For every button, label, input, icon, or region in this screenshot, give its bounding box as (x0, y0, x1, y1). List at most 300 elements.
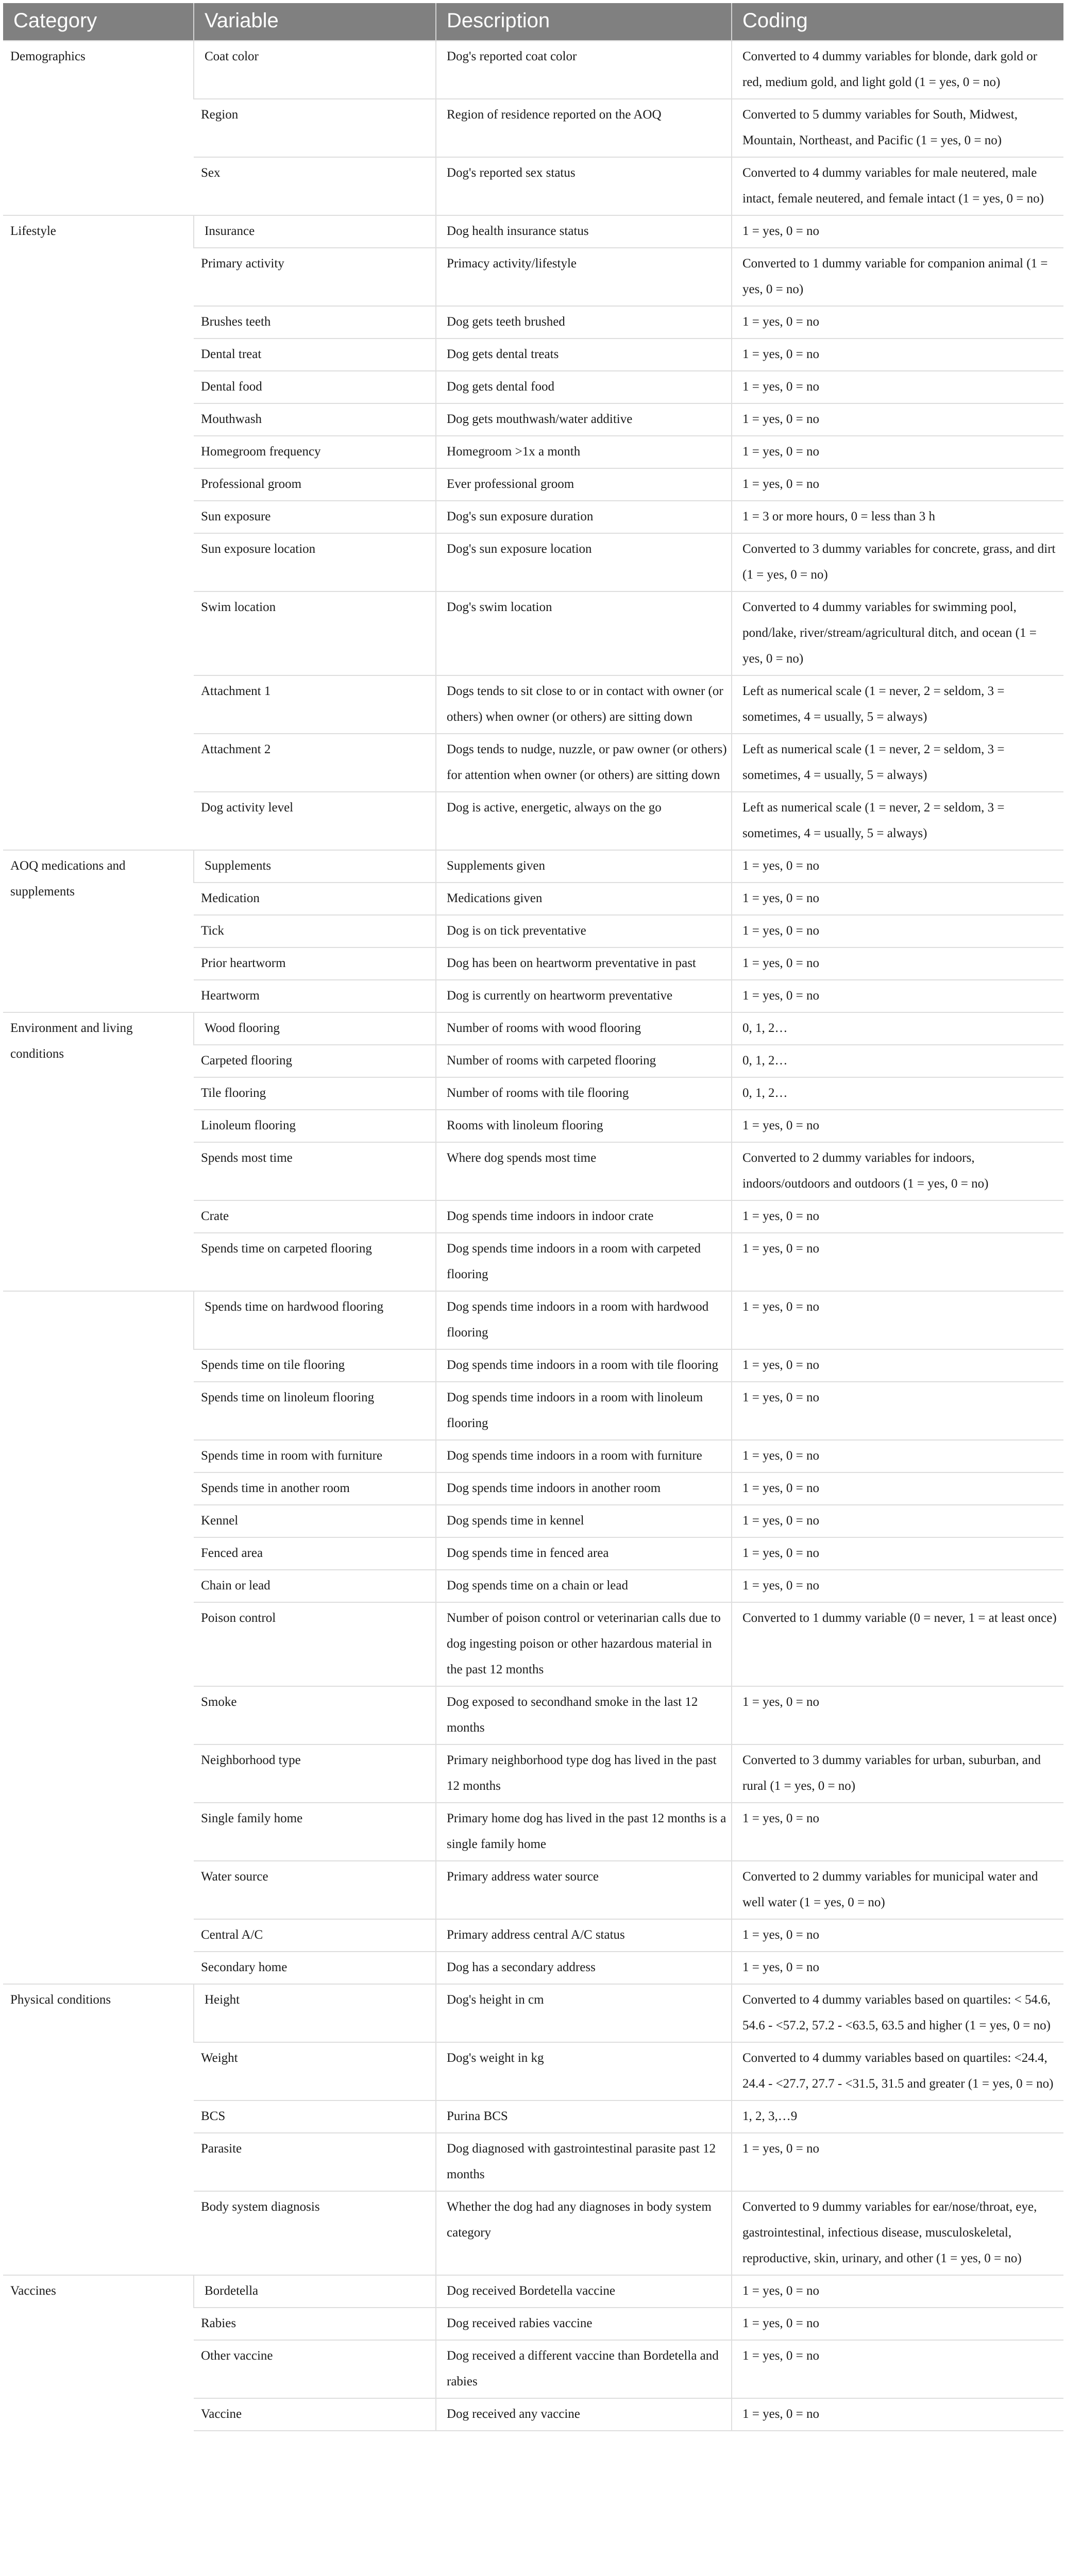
description-text: Dog's reported sex status (447, 166, 576, 180)
variable-text: Chain or lead (201, 1579, 271, 1592)
description-text: Dog spends time indoors in a room with tile flooring (447, 1358, 719, 1372)
description-cell (436, 915, 732, 947)
description-cell (436, 338, 732, 371)
variable-cell (194, 1537, 436, 1570)
coding-cell (732, 792, 1063, 850)
description-cell (436, 734, 732, 792)
table-row (3, 1291, 1063, 1349)
variable-cell (194, 501, 436, 533)
description-text: Dog gets dental food (447, 380, 554, 394)
variable-text: Attachment 1 (201, 684, 271, 698)
coding-cell (732, 501, 1063, 533)
variable-text: Brushes teeth (201, 315, 271, 329)
coding-text: 1 = yes, 0 = no (742, 891, 820, 905)
coding-cell (732, 1077, 1063, 1110)
variable-text: Sun exposure location (201, 542, 316, 556)
category-label: Demographics (10, 49, 86, 63)
description-cell (436, 947, 732, 980)
variable-cell (194, 157, 436, 215)
coding-cell (732, 306, 1063, 338)
coding-cell (732, 338, 1063, 371)
description-text: Region of residence reported on the AOQ (447, 108, 662, 122)
description-text: Primary address water source (447, 1870, 599, 1884)
variable-text: Dog activity level (201, 801, 294, 815)
variable-text: Prior heartworm (201, 956, 286, 970)
coding-text: Left as numerical scale (1 = never, 2 = seldom, 3 = sometimes, 4 = usually, 5 = always) (742, 684, 1005, 724)
coding-cell (732, 1233, 1063, 1291)
variable-text: Poison control (201, 1611, 276, 1625)
description-text: Dog has a secondary address (447, 1960, 596, 1974)
variable-text: Bordetella (205, 2284, 259, 2298)
description-cell (436, 2100, 732, 2133)
variable-cell (194, 1233, 436, 1291)
variable-cell (194, 915, 436, 947)
coding-text: 1 = yes, 0 = no (742, 1811, 820, 1825)
description-cell (436, 306, 732, 338)
coding-cell (732, 1952, 1063, 1984)
coding-cell (732, 1919, 1063, 1952)
description-text: Number of poison control or veterinarian calls due to dog ingesting poison or other hazardous material in the past 12 months (447, 1611, 721, 1676)
description-text: Medications given (447, 891, 543, 905)
table-row (3, 215, 1063, 248)
coding-text: 1, 2, 3,…9 (742, 2109, 798, 2123)
coding-cell (732, 2133, 1063, 2191)
coding-text: 1 = yes, 0 = no (742, 2316, 820, 2330)
variable-cell (194, 2191, 436, 2275)
description-text: Rooms with linoleum flooring (447, 1118, 603, 1132)
variable-text: Single family home (201, 1811, 303, 1825)
variable-text: Sun exposure (201, 510, 271, 523)
coding-text: 1 = yes, 0 = no (742, 1242, 820, 1256)
coding-cell (732, 2308, 1063, 2340)
header-description: Description (436, 3, 732, 41)
description-cell (436, 2308, 732, 2340)
coding-cell (732, 1861, 1063, 1919)
variable-text: Carpeted flooring (201, 1054, 293, 1067)
description-text: Dog spends time in kennel (447, 1514, 584, 1528)
coding-text: 1 = yes, 0 = no (742, 2407, 820, 2421)
coding-cell (732, 371, 1063, 403)
description-text: Dog spends time indoors in a room with carpeted flooring (447, 1242, 701, 1281)
variable-cell (194, 1570, 436, 1602)
description-text: Dogs tends to sit close to or in contact with owner (or others) when owner (or others) are sitting down (447, 684, 723, 724)
coding-text: Left as numerical scale (1 = never, 2 = seldom, 3 = sometimes, 4 = usually, 5 = always) (742, 801, 1005, 840)
description-cell (436, 1012, 732, 1045)
coding-text: 1 = yes, 0 = no (742, 1695, 820, 1709)
coding-cell (732, 1349, 1063, 1382)
description-cell (436, 1505, 732, 1537)
description-text: Dog's sun exposure duration (447, 510, 594, 523)
description-cell (436, 2042, 732, 2100)
description-text: Dog diagnosed with gastrointestinal parasite past 12 months (447, 2142, 716, 2181)
coding-cell (732, 675, 1063, 734)
description-cell (436, 850, 732, 883)
variable-text: Supplements (205, 859, 272, 873)
variable-text: Mouthwash (201, 412, 262, 426)
coding-text: 1 = yes, 0 = no (742, 1358, 820, 1372)
description-text: Primary address central A/C status (447, 1928, 625, 1942)
coding-cell (732, 1505, 1063, 1537)
description-cell (436, 1110, 732, 1142)
description-text: Dog spends time in fenced area (447, 1546, 609, 1560)
variable-cell (194, 41, 436, 99)
description-cell (436, 1382, 732, 1440)
coding-cell (732, 1142, 1063, 1200)
description-text: Dog received rabies vaccine (447, 2316, 593, 2330)
coding-text: 1 = yes, 0 = no (742, 1546, 820, 1560)
description-text: Dog gets dental treats (447, 347, 559, 361)
description-text: Primacy activity/lifestyle (447, 257, 577, 270)
variable-cell (194, 1142, 436, 1200)
variable-cell (194, 2398, 436, 2431)
description-cell (436, 99, 732, 157)
variable-cell (194, 1686, 436, 1744)
description-cell (436, 591, 732, 675)
description-text: Dog exposed to secondhand smoke in the last 12 months (447, 1695, 698, 1735)
coding-text: Converted to 5 dummy variables for South, Midwest, Mountain, Northeast, and Pacific (1 = yes, 0 = no) (742, 108, 1018, 147)
variable-cell (194, 1012, 436, 1045)
description-cell (436, 2398, 732, 2431)
coding-text: Converted to 4 dummy variables based on quartiles: < 54.6, 54.6 - <57.2, 57.2 - <63.5, 63.5 and higher (1 = yes, 0 = no) (742, 1993, 1051, 2032)
variable-cell (194, 2308, 436, 2340)
coding-text: 1 = yes, 0 = no (742, 1514, 820, 1528)
variable-cell (194, 1744, 436, 1803)
variable-cell (194, 403, 436, 436)
coding-cell (732, 41, 1063, 99)
description-text: Dog is active, energetic, always on the go (447, 801, 662, 815)
coding-text: 1 = yes, 0 = no (742, 2142, 820, 2156)
variable-text: Tile flooring (201, 1086, 266, 1100)
category-label: Physical conditions (10, 1993, 111, 2007)
description-text: Number of rooms with wood flooring (447, 1021, 641, 1035)
variable-cell (194, 2275, 436, 2308)
description-text: Dogs tends to nudge, nuzzle, or paw owner (or others) for attention when owner (or others) are sitting down (447, 742, 727, 782)
coding-cell (732, 2042, 1063, 2100)
description-cell (436, 1570, 732, 1602)
description-text: Dog spends time indoors in another room (447, 1481, 661, 1495)
coding-text: 1 = yes, 0 = no (742, 1118, 820, 1132)
description-text: Primary home dog has lived in the past 12 months is a single family home (447, 1811, 726, 1851)
variable-text: Medication (201, 891, 260, 905)
coding-text: Converted to 2 dummy variables for indoors, indoors/outdoors and outdoors (1 = yes, 0 = no) (742, 1151, 989, 1191)
coding-text: 1 = yes, 0 = no (742, 1960, 820, 1974)
coding-cell (732, 591, 1063, 675)
variable-cell (194, 1077, 436, 1110)
variable-cell (194, 1291, 436, 1349)
table-row (3, 1984, 1063, 2042)
table-body (3, 41, 1063, 2431)
description-text: Number of rooms with tile flooring (447, 1086, 629, 1100)
coding-text: 1 = yes, 0 = no (742, 380, 820, 394)
coding-cell (732, 157, 1063, 215)
variables-table (3, 3, 1063, 2431)
coding-text: 0, 1, 2… (742, 1054, 788, 1067)
coding-text: Converted to 4 dummy variables for swimming pool, pond/lake, river/stream/agricultural ditch, and ocean (1 = yes, 0 = no) (742, 600, 1037, 666)
variable-text: Parasite (201, 2142, 242, 2156)
coding-text: Converted to 4 dummy variables for male neutered, male intact, female neutered, and female intact (1 = yes, 0 = no) (742, 166, 1044, 206)
description-cell (436, 1686, 732, 1744)
coding-text: 1 = yes, 0 = no (742, 1300, 820, 1314)
variable-cell (194, 1952, 436, 1984)
coding-cell (732, 436, 1063, 468)
variable-cell (194, 675, 436, 734)
coding-text: 1 = yes, 0 = no (742, 1928, 820, 1942)
variable-cell (194, 2042, 436, 2100)
coding-cell (732, 734, 1063, 792)
variable-cell (194, 468, 436, 501)
coding-text: Converted to 3 dummy variables for urban, suburban, and rural (1 = yes, 0 = no) (742, 1753, 1041, 1793)
table-row (3, 41, 1063, 99)
variable-cell (194, 850, 436, 883)
description-text: Dog received any vaccine (447, 2407, 580, 2421)
coding-cell (732, 850, 1063, 883)
variable-text: Spends most time (201, 1151, 293, 1165)
description-cell (436, 215, 732, 248)
coding-text: Converted to 9 dummy variables for ear/nose/throat, eye, gastrointestinal, infectious disease, musculoskeletal, reproductive, skin, urinary, and other (1 = yes, 0 = no) (742, 2200, 1037, 2265)
description-cell (436, 41, 732, 99)
description-cell (436, 1200, 732, 1233)
description-cell (436, 468, 732, 501)
variable-cell (194, 248, 436, 306)
header-category: Category (3, 3, 194, 41)
coding-cell (732, 2340, 1063, 2398)
coding-text: Converted to 1 dummy variable (0 = never, 1 = at least once) (742, 1611, 1057, 1625)
variable-cell (194, 1110, 436, 1142)
description-text: Supplements given (447, 859, 545, 873)
description-text: Dog spends time on a chain or lead (447, 1579, 628, 1592)
variable-text: Spends time on tile flooring (201, 1358, 345, 1372)
variable-cell (194, 1861, 436, 1919)
description-cell (436, 533, 732, 591)
variable-text: Primary activity (201, 257, 284, 270)
table-row (3, 2275, 1063, 2308)
description-text: Dog's reported coat color (447, 49, 577, 63)
variable-text: Water source (201, 1870, 268, 1884)
coding-cell (732, 947, 1063, 980)
variable-cell (194, 947, 436, 980)
coding-cell (732, 1382, 1063, 1440)
coding-cell (732, 1537, 1063, 1570)
coding-cell (732, 1045, 1063, 1077)
coding-text: 1 = yes, 0 = no (742, 2349, 820, 2363)
variable-text: Spends time in another room (201, 1481, 350, 1495)
variable-cell (194, 436, 436, 468)
category-cell (3, 1984, 194, 2275)
variable-text: Heartworm (201, 989, 260, 1003)
variable-text: Kennel (201, 1514, 239, 1528)
coding-text: Converted to 3 dummy variables for concrete, grass, and dirt (1 = yes, 0 = no) (742, 542, 1056, 582)
description-cell (436, 248, 732, 306)
description-cell (436, 403, 732, 436)
variable-cell (194, 533, 436, 591)
coding-cell (732, 980, 1063, 1012)
coding-text: 1 = yes, 0 = no (742, 315, 820, 329)
description-cell (436, 2275, 732, 2308)
description-cell (436, 1984, 732, 2042)
variable-text: Height (205, 1993, 240, 2007)
coding-text: 1 = yes, 0 = no (742, 989, 820, 1003)
category-cell (3, 215, 194, 850)
category-label: AOQ medications and supplements (10, 859, 126, 899)
variable-text: Sex (201, 166, 221, 180)
variable-text: Dental food (201, 380, 262, 394)
coding-cell (732, 2398, 1063, 2431)
variable-cell (194, 2133, 436, 2191)
coding-text: 0, 1, 2… (742, 1086, 788, 1100)
coding-text: 1 = yes, 0 = no (742, 924, 820, 938)
coding-cell (732, 1110, 1063, 1142)
coding-text: 0, 1, 2… (742, 1021, 788, 1035)
description-text: Dog's sun exposure location (447, 542, 592, 556)
category-label: Environment and living conditions (10, 1021, 133, 1061)
variable-text: Spends time in room with furniture (201, 1449, 383, 1463)
description-cell (436, 883, 732, 915)
coding-text: Converted to 4 dummy variables based on quartiles: <24.4, 24.4 - <27.7, 27.7 - <31.5, 31.5 and greater (1 = yes, 0 = no) (742, 2051, 1054, 2091)
coding-text: Converted to 4 dummy variables for blonde, dark gold or red, medium gold, and light gold (1 = yes, 0 = no) (742, 49, 1038, 89)
coding-cell (732, 1686, 1063, 1744)
variable-cell (194, 1200, 436, 1233)
category-cell (3, 850, 194, 1012)
variable-text: Insurance (205, 224, 255, 238)
description-text: Ever professional groom (447, 477, 574, 491)
description-cell (436, 1472, 732, 1505)
description-cell (436, 1861, 732, 1919)
table-row (3, 1012, 1063, 1045)
coding-cell (732, 1472, 1063, 1505)
coding-cell (732, 915, 1063, 947)
variable-cell (194, 215, 436, 248)
description-cell (436, 1291, 732, 1349)
coding-cell (732, 2100, 1063, 2133)
variable-text: Smoke (201, 1695, 237, 1709)
category-label: Lifestyle (10, 224, 56, 238)
description-text: Dog's weight in kg (447, 2051, 544, 2065)
variable-cell (194, 980, 436, 1012)
variable-text: Crate (201, 1209, 229, 1223)
coding-cell (732, 215, 1063, 248)
description-text: Whether the dog had any diagnoses in body system category (447, 2200, 712, 2240)
variable-text: Tick (201, 924, 224, 938)
variable-text: Spends time on carpeted flooring (201, 1242, 372, 1256)
variable-cell (194, 591, 436, 675)
variable-text: Weight (201, 2051, 238, 2065)
description-cell (436, 980, 732, 1012)
variable-cell (194, 1382, 436, 1440)
description-text: Homegroom >1x a month (447, 445, 581, 459)
description-cell (436, 1602, 732, 1686)
description-cell (436, 1077, 732, 1110)
category-cell (3, 2275, 194, 2431)
description-text: Dog gets mouthwash/water additive (447, 412, 633, 426)
coding-text: Converted to 2 dummy variables for municipal water and well water (1 = yes, 0 = no) (742, 1870, 1038, 1909)
description-text: Dog received a different vaccine than Bordetella and rabies (447, 2349, 719, 2388)
variable-text: Secondary home (201, 1960, 288, 1974)
description-cell (436, 1045, 732, 1077)
variable-text: Homegroom frequency (201, 445, 321, 459)
variable-text: Coat color (205, 49, 259, 63)
coding-text: 1 = yes, 0 = no (742, 1579, 820, 1592)
variable-text: Wood flooring (205, 1021, 280, 1035)
description-text: Dog spends time indoors in a room with linoleum flooring (447, 1391, 703, 1430)
description-text: Primary neighborhood type dog has lived in the past 12 months (447, 1753, 717, 1793)
description-text: Dog is on tick preventative (447, 924, 586, 938)
variable-text: Dental treat (201, 347, 262, 361)
variable-cell (194, 371, 436, 403)
variable-text: Body system diagnosis (201, 2200, 320, 2214)
category-cell (3, 1291, 194, 1984)
description-cell (436, 1233, 732, 1291)
coding-cell (732, 1012, 1063, 1045)
description-cell (436, 1537, 732, 1570)
coding-cell (732, 403, 1063, 436)
description-cell (436, 675, 732, 734)
variable-text: Region (201, 108, 239, 122)
coding-cell (732, 883, 1063, 915)
description-cell (436, 1919, 732, 1952)
description-cell (436, 1349, 732, 1382)
coding-cell (732, 1200, 1063, 1233)
coding-cell (732, 1744, 1063, 1803)
variable-text: Linoleum flooring (201, 1118, 296, 1132)
variable-cell (194, 306, 436, 338)
description-cell (436, 2191, 732, 2275)
table-row (3, 850, 1063, 883)
coding-text: 1 = yes, 0 = no (742, 1481, 820, 1495)
description-text: Dog is currently on heartworm preventative (447, 989, 673, 1003)
coding-cell (732, 1440, 1063, 1472)
coding-text: 1 = yes, 0 = no (742, 2284, 820, 2298)
variable-cell (194, 734, 436, 792)
description-cell (436, 1803, 732, 1861)
category-label: Vaccines (10, 2284, 56, 2298)
header-variable: Variable (194, 3, 436, 41)
description-cell (436, 1142, 732, 1200)
variable-cell (194, 1602, 436, 1686)
variable-cell (194, 1919, 436, 1952)
variable-text: Vaccine (201, 2407, 242, 2421)
variable-text: Attachment 2 (201, 742, 271, 756)
variable-cell (194, 792, 436, 850)
coding-cell (732, 533, 1063, 591)
description-cell (436, 157, 732, 215)
coding-text: 1 = yes, 0 = no (742, 956, 820, 970)
description-text: Dog health insurance status (447, 224, 589, 238)
coding-text: 1 = yes, 0 = no (742, 477, 820, 491)
variable-cell (194, 2100, 436, 2133)
variable-text: Neighborhood type (201, 1753, 301, 1767)
coding-text: 1 = yes, 0 = no (742, 347, 820, 361)
variable-cell (194, 1803, 436, 1861)
header-row (3, 3, 1063, 41)
coding-cell (732, 2275, 1063, 2308)
description-cell (436, 1744, 732, 1803)
description-text: Dog gets teeth brushed (447, 315, 565, 329)
variable-text: BCS (201, 2109, 226, 2123)
variable-text: Rabies (201, 2316, 236, 2330)
coding-cell (732, 1602, 1063, 1686)
coding-text: Converted to 1 dummy variable for companion animal (1 = yes, 0 = no) (742, 257, 1048, 296)
coding-cell (732, 99, 1063, 157)
description-text: Dog spends time indoors in a room with hardwood flooring (447, 1300, 709, 1340)
description-cell (436, 2133, 732, 2191)
variable-cell (194, 1440, 436, 1472)
description-cell (436, 1440, 732, 1472)
coding-text: 1 = yes, 0 = no (742, 859, 820, 873)
variable-cell (194, 1472, 436, 1505)
coding-cell (732, 1984, 1063, 2042)
coding-cell (732, 1570, 1063, 1602)
coding-text: 1 = yes, 0 = no (742, 445, 820, 459)
